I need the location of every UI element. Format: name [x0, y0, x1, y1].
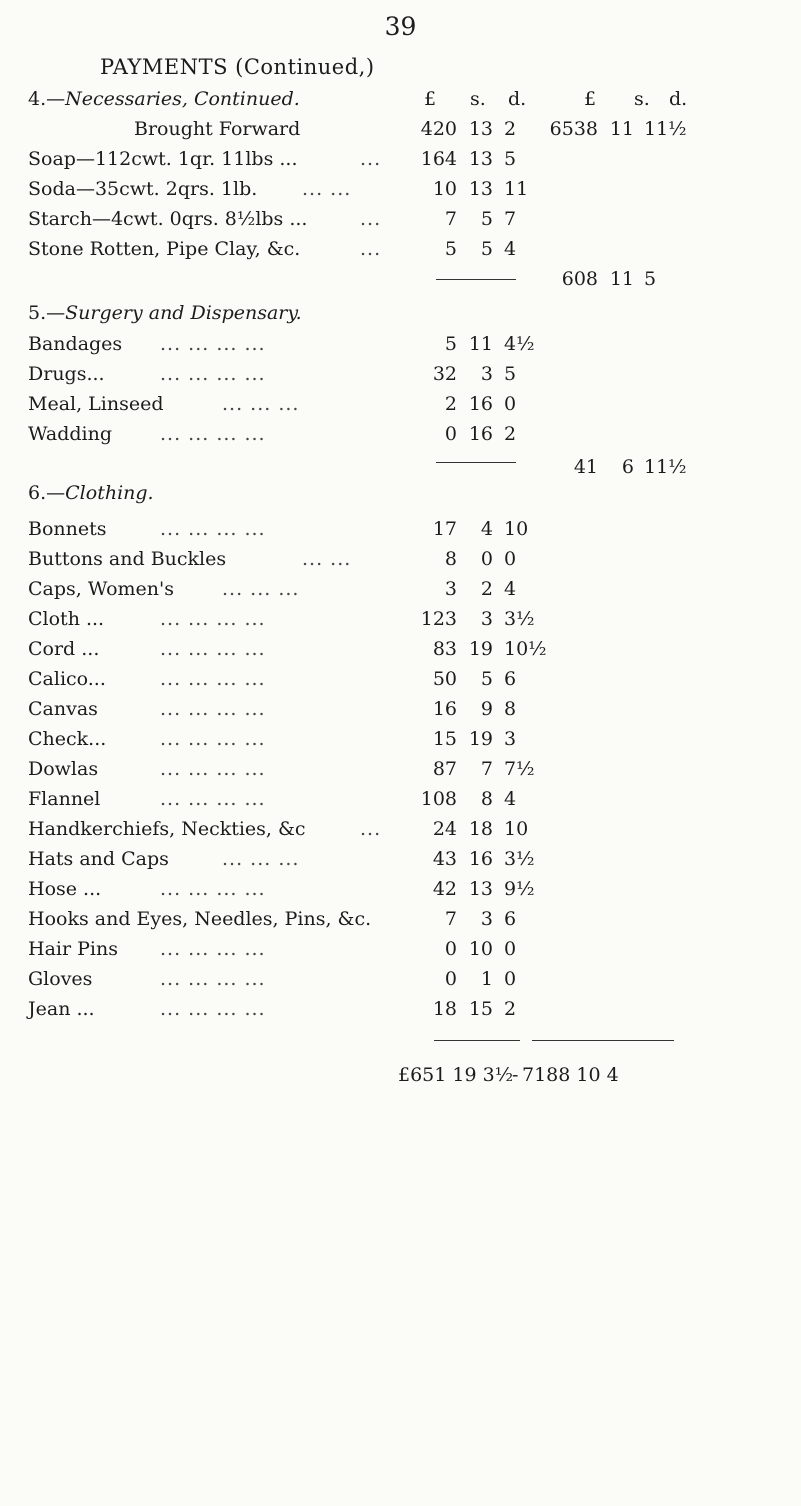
item-label: Wadding	[28, 423, 113, 445]
amount-pounds: 5	[444, 333, 457, 355]
dot-leader: ... ... ... ...	[160, 333, 266, 355]
dot-leader: ... ... ... ...	[160, 423, 266, 445]
section-6-title: 6.—Clothing.	[28, 482, 154, 504]
amount-shillings: 3	[480, 908, 493, 930]
amount-pounds: 420	[420, 118, 457, 140]
amount-shillings: 4	[480, 518, 493, 540]
amount-pounds: 0	[444, 423, 457, 445]
amount-pounds: 87	[432, 758, 457, 780]
amount-pounds: 8	[444, 548, 457, 570]
item-label: Hose ...	[28, 878, 102, 900]
dot-leader: ... ... ... ...	[160, 878, 266, 900]
col-pounds-header-2: £	[584, 88, 597, 110]
amount-pounds: 0	[444, 938, 457, 960]
dot-leader: ... ... ... ...	[160, 968, 266, 990]
ledger-row	[0, 359, 801, 389]
amount-pounds: 123	[420, 608, 457, 630]
amount-pounds: 10	[432, 178, 457, 200]
amount-pence: 0	[504, 548, 517, 570]
subtotal-row	[0, 264, 801, 294]
amount-pounds: 16	[432, 698, 457, 720]
amount-shillings: 16	[468, 848, 493, 870]
ledger-row	[0, 634, 801, 664]
item-label: Soap—112cwt. 1qr. 11lbs ...	[28, 148, 298, 170]
item-label: Soda—35cwt. 2qrs. 1lb.	[28, 178, 258, 200]
amount-pounds: 15	[432, 728, 457, 750]
item-label: Meal, Linseed	[28, 393, 164, 415]
amount-shillings: 0	[480, 548, 493, 570]
item-label: Drugs...	[28, 363, 105, 385]
amount-shillings: 13	[468, 118, 493, 140]
dot-leader: ...	[360, 238, 382, 260]
amount-pence: 5	[504, 148, 517, 170]
amount-shillings: 18	[468, 818, 493, 840]
amount-pounds: 108	[420, 788, 457, 810]
dot-leader: ... ... ... ...	[160, 518, 266, 540]
ledger-row	[0, 389, 801, 419]
amount-pence: 7½	[504, 758, 535, 780]
ledger-row	[0, 204, 801, 234]
amount-pence: 11	[504, 178, 529, 200]
ledger-row	[0, 754, 801, 784]
amount-pence: 3	[504, 728, 517, 750]
total-shillings: 11	[609, 118, 634, 140]
amount-shillings: 7	[480, 758, 493, 780]
ledger-row	[0, 329, 801, 359]
amount-pounds: 18	[432, 998, 457, 1020]
amount-pence: 4	[504, 238, 517, 260]
amount-shillings: 15	[468, 998, 493, 1020]
amount-pence: 9½	[504, 878, 535, 900]
amount-pence: 10	[504, 818, 529, 840]
amount-pence: 4	[504, 788, 517, 810]
ledger-row	[0, 904, 801, 934]
section-5-heading-row	[0, 298, 801, 328]
dot-leader: ... ... ... ...	[160, 998, 266, 1020]
amount-pounds: 83	[432, 638, 457, 660]
subtotal-pence: 5	[644, 268, 657, 290]
item-label: Bonnets	[28, 518, 107, 540]
dot-leader: ...	[360, 818, 382, 840]
totals-row	[0, 1060, 801, 1090]
amount-shillings: 13	[468, 178, 493, 200]
dot-leader: ... ... ...	[222, 578, 300, 600]
ledger-row	[0, 724, 801, 754]
dot-leader: ... ... ... ...	[160, 638, 266, 660]
col-pence-header-2: d.	[669, 88, 688, 110]
brought-forward-label: Brought Forward	[134, 118, 301, 140]
ledger-row	[0, 664, 801, 694]
ledger-row	[0, 574, 801, 604]
amount-pence: 6	[504, 908, 517, 930]
dot-leader: ...	[360, 148, 382, 170]
item-label: Cloth ...	[28, 608, 105, 630]
page-number: 39	[384, 12, 417, 41]
item-label: Dowlas	[28, 758, 99, 780]
amount-pounds: 42	[432, 878, 457, 900]
page-heading: PAYMENTS (Continued,)	[100, 55, 375, 79]
dot-leader: ... ... ... ...	[160, 668, 266, 690]
ledger-row	[0, 544, 801, 574]
section-4-title: 4.—Necessaries, Continued.	[28, 88, 300, 110]
item-label: Hooks and Eyes, Needles, Pins, &c.	[28, 908, 372, 930]
amount-shillings: 5	[480, 208, 493, 230]
item-label: Bandages	[28, 333, 123, 355]
col-pounds-header: £	[424, 88, 437, 110]
item-label: Jean ...	[28, 998, 95, 1020]
item-label: Check...	[28, 728, 107, 750]
ledger-row	[0, 144, 801, 174]
section-5-title: 5.—Surgery and Dispensary.	[28, 302, 302, 324]
subtotal-pounds: 41	[573, 456, 598, 478]
amount-pence: 0	[504, 938, 517, 960]
amount-shillings: 8	[480, 788, 493, 810]
amount-shillings: 13	[468, 878, 493, 900]
subtotal-shillings: 6	[621, 456, 634, 478]
amount-pounds: 3	[444, 578, 457, 600]
ledger-row	[0, 694, 801, 724]
amount-pence: 3½	[504, 608, 535, 630]
amount-pence: 4½	[504, 333, 535, 355]
ledger-row	[0, 814, 801, 844]
item-label: Flannel	[28, 788, 101, 810]
amount-shillings: 19	[468, 728, 493, 750]
ledger-row	[0, 934, 801, 964]
amount-pounds: 24	[432, 818, 457, 840]
ledger-row	[0, 234, 801, 264]
ledger-row	[0, 874, 801, 904]
amount-pence: 7	[504, 208, 517, 230]
ledger-row	[0, 174, 801, 204]
dot-leader: ... ... ... ...	[160, 758, 266, 780]
item-label: Hair Pins	[28, 938, 118, 960]
item-label: Hats and Caps	[28, 848, 169, 870]
item-label: Buttons and Buckles	[28, 548, 227, 570]
col-pence-header: d.	[508, 88, 527, 110]
dot-leader: ... ... ... ...	[160, 728, 266, 750]
dot-leader: ... ...	[302, 548, 352, 570]
amount-shillings: 10	[468, 938, 493, 960]
dot-leader: ...	[360, 208, 382, 230]
dot-leader: ... ...	[302, 178, 352, 200]
item-label: Caps, Women's	[28, 578, 175, 600]
amount-pence: 2	[504, 118, 517, 140]
amount-pence: 5	[504, 363, 517, 385]
amount-shillings: 9	[480, 698, 493, 720]
total-pounds: 6538	[549, 118, 598, 140]
dot-leader: ... ... ... ...	[160, 608, 266, 630]
amount-pounds: 7	[444, 208, 457, 230]
dot-leader: ... ... ... ...	[160, 788, 266, 810]
amount-pounds: 43	[432, 848, 457, 870]
item-label: Starch—4cwt. 0qrs. 8½lbs ...	[28, 208, 308, 230]
item-label: Stone Rotten, Pipe Clay, &c.	[28, 238, 301, 260]
amount-shillings: 3	[480, 608, 493, 630]
total-pence: 11½	[644, 118, 687, 140]
amount-pence: 0	[504, 393, 517, 415]
dot-leader: ... ... ... ...	[160, 938, 266, 960]
amount-shillings: 19	[468, 638, 493, 660]
item-label: Gloves	[28, 968, 93, 990]
amount-shillings: 5	[480, 668, 493, 690]
amount-pence: 10½	[504, 638, 547, 660]
ledger-row	[0, 784, 801, 814]
amount-pence: 2	[504, 998, 517, 1020]
item-label: Canvas	[28, 698, 98, 720]
item-label: Cord ...	[28, 638, 100, 660]
ledger-row	[0, 964, 801, 994]
amount-pounds: 17	[432, 518, 457, 540]
section-6-heading-row	[0, 478, 801, 508]
amount-pence: 10	[504, 518, 529, 540]
amount-pounds: 0	[444, 968, 457, 990]
amount-pence: 0	[504, 968, 517, 990]
amount-pounds: 5	[444, 238, 457, 260]
amount-shillings: 2	[480, 578, 493, 600]
amount-shillings: 13	[468, 148, 493, 170]
total-dash: -	[512, 1064, 519, 1086]
amount-shillings: 16	[468, 423, 493, 445]
dot-leader: ... ... ...	[222, 393, 300, 415]
amount-pounds: 32	[432, 363, 457, 385]
amount-shillings: 5	[480, 238, 493, 260]
column-total: £651 19 3½	[398, 1064, 514, 1086]
amount-pounds: 50	[432, 668, 457, 690]
dot-leader: ... ... ... ...	[160, 698, 266, 720]
amount-pounds: 7	[444, 908, 457, 930]
ledger-row	[0, 604, 801, 634]
brought-forward-row	[0, 114, 801, 144]
amount-pounds: 164	[420, 148, 457, 170]
item-label: Calico...	[28, 668, 106, 690]
amount-pence: 3½	[504, 848, 535, 870]
ledger-row	[0, 994, 801, 1024]
amount-shillings: 16	[468, 393, 493, 415]
col-shillings-header: s.	[470, 88, 486, 110]
subtotal-shillings: 11	[609, 268, 634, 290]
subtotal-pounds: 608	[561, 268, 598, 290]
amount-pence: 6	[504, 668, 517, 690]
dot-leader: ... ... ... ...	[160, 363, 266, 385]
ledger-row	[0, 419, 801, 449]
dot-leader: ... ... ...	[222, 848, 300, 870]
amount-shillings: 1	[480, 968, 493, 990]
amount-pence: 2	[504, 423, 517, 445]
item-label: Handkerchiefs, Neckties, &c	[28, 818, 306, 840]
amount-pence: 4	[504, 578, 517, 600]
grand-total: 7188 10 4	[522, 1064, 619, 1086]
subtotal-pence: 11½	[644, 456, 687, 478]
ledger-row	[0, 514, 801, 544]
amount-pounds: 2	[444, 393, 457, 415]
column-header-row	[0, 84, 801, 114]
amount-shillings: 3	[480, 363, 493, 385]
ledger-row	[0, 844, 801, 874]
amount-pence: 8	[504, 698, 517, 720]
total-rule-left	[434, 1040, 520, 1041]
total-rule-right	[532, 1040, 674, 1041]
amount-shillings: 11	[468, 333, 493, 355]
col-shillings-header-2: s.	[634, 88, 650, 110]
